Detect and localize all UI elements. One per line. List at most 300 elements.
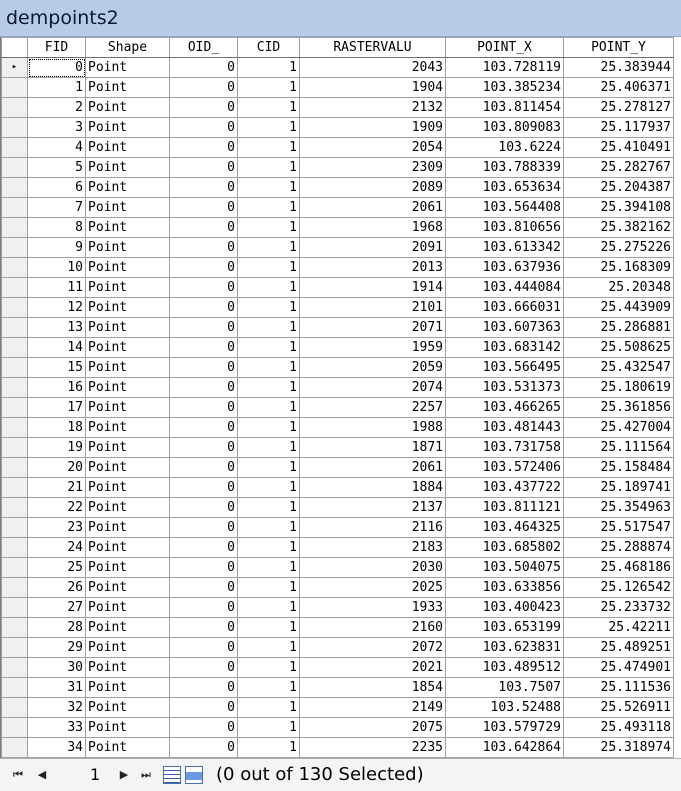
cell-shape[interactable]: Point bbox=[86, 78, 170, 98]
cell-oid[interactable]: 0 bbox=[170, 198, 238, 218]
cell-fid[interactable]: 34 bbox=[28, 738, 86, 758]
cell-cid[interactable]: 1 bbox=[238, 338, 300, 358]
row-selector[interactable] bbox=[2, 258, 28, 278]
cell-oid[interactable]: 0 bbox=[170, 358, 238, 378]
row-selector[interactable] bbox=[2, 398, 28, 418]
column-header-fid[interactable]: FID bbox=[28, 38, 86, 58]
table-row[interactable] bbox=[2, 118, 674, 138]
column-header-point-y[interactable]: POINT_Y bbox=[564, 38, 674, 58]
cell-fid[interactable]: 12 bbox=[28, 298, 86, 318]
cell-cid[interactable]: 1 bbox=[238, 58, 300, 78]
cell-fid[interactable]: 8 bbox=[28, 218, 86, 238]
cell-point-x[interactable]: 103.400423 bbox=[446, 598, 564, 618]
table-row[interactable] bbox=[2, 198, 674, 218]
table-row[interactable] bbox=[2, 718, 674, 738]
cell-shape[interactable]: Point bbox=[86, 618, 170, 638]
row-selector[interactable] bbox=[2, 158, 28, 178]
table-row[interactable] bbox=[2, 218, 674, 238]
cell-fid[interactable]: 16 bbox=[28, 378, 86, 398]
cell-shape[interactable]: Point bbox=[86, 138, 170, 158]
cell-oid[interactable]: 0 bbox=[170, 458, 238, 478]
cell-point-x[interactable]: 103.613342 bbox=[446, 238, 564, 258]
column-header-rastervalu[interactable]: RASTERVALU bbox=[300, 38, 446, 58]
row-selector[interactable] bbox=[2, 518, 28, 538]
cell-oid[interactable]: 0 bbox=[170, 318, 238, 338]
cell-point-y[interactable]: 25.288874 bbox=[564, 538, 674, 558]
table-row[interactable] bbox=[2, 738, 674, 758]
cell-cid[interactable]: 1 bbox=[238, 318, 300, 338]
cell-shape[interactable]: Point bbox=[86, 278, 170, 298]
cell-cid[interactable]: 1 bbox=[238, 578, 300, 598]
cell-shape[interactable]: Point bbox=[86, 378, 170, 398]
cell-cid[interactable]: 1 bbox=[238, 718, 300, 738]
cell-rastervalu[interactable]: 1968 bbox=[300, 218, 446, 238]
cell-point-y[interactable]: 25.158484 bbox=[564, 458, 674, 478]
cell-point-y[interactable]: 25.382162 bbox=[564, 218, 674, 238]
cell-fid[interactable]: 24 bbox=[28, 538, 86, 558]
cell-oid[interactable]: 0 bbox=[170, 558, 238, 578]
cell-point-x[interactable]: 103.607363 bbox=[446, 318, 564, 338]
cell-point-y[interactable]: 25.111564 bbox=[564, 438, 674, 458]
table-row[interactable] bbox=[2, 578, 674, 598]
cell-point-x[interactable]: 103.489512 bbox=[446, 658, 564, 678]
cell-oid[interactable]: 0 bbox=[170, 118, 238, 138]
cell-point-x[interactable]: 103.623831 bbox=[446, 638, 564, 658]
cell-shape[interactable]: Point bbox=[86, 558, 170, 578]
cell-point-x[interactable]: 103.683142 bbox=[446, 338, 564, 358]
cell-point-y[interactable]: 25.443909 bbox=[564, 298, 674, 318]
row-selector[interactable] bbox=[2, 98, 28, 118]
cell-oid[interactable]: 0 bbox=[170, 218, 238, 238]
table-row[interactable] bbox=[2, 458, 674, 478]
cell-shape[interactable]: Point bbox=[86, 118, 170, 138]
cell-point-y[interactable]: 25.20348 bbox=[564, 278, 674, 298]
cell-rastervalu[interactable]: 2089 bbox=[300, 178, 446, 198]
cell-oid[interactable]: 0 bbox=[170, 538, 238, 558]
cell-oid[interactable]: 0 bbox=[170, 478, 238, 498]
table-row[interactable] bbox=[2, 698, 674, 718]
table-row[interactable] bbox=[2, 618, 674, 638]
cell-oid[interactable]: 0 bbox=[170, 398, 238, 418]
cell-point-y[interactable]: 25.117937 bbox=[564, 118, 674, 138]
table-row[interactable] bbox=[2, 658, 674, 678]
column-header-point-x[interactable]: POINT_X bbox=[446, 38, 564, 58]
table-row[interactable] bbox=[2, 258, 674, 278]
cell-point-x[interactable]: 103.566495 bbox=[446, 358, 564, 378]
cell-point-x[interactable]: 103.7507 bbox=[446, 678, 564, 698]
cell-cid[interactable]: 1 bbox=[238, 618, 300, 638]
cell-oid[interactable]: 0 bbox=[170, 638, 238, 658]
cell-cid[interactable]: 1 bbox=[238, 638, 300, 658]
cell-point-y[interactable]: 25.233732 bbox=[564, 598, 674, 618]
row-selector[interactable] bbox=[2, 218, 28, 238]
cell-cid[interactable]: 1 bbox=[238, 678, 300, 698]
cell-shape[interactable]: Point bbox=[86, 518, 170, 538]
cell-cid[interactable]: 1 bbox=[238, 158, 300, 178]
row-selector[interactable] bbox=[2, 658, 28, 678]
cell-rastervalu[interactable]: 2132 bbox=[300, 98, 446, 118]
cell-cid[interactable]: 1 bbox=[238, 418, 300, 438]
table-row[interactable] bbox=[2, 378, 674, 398]
cell-fid[interactable]: 9 bbox=[28, 238, 86, 258]
cell-rastervalu[interactable]: 2149 bbox=[300, 698, 446, 718]
row-selector[interactable] bbox=[2, 278, 28, 298]
row-selector[interactable] bbox=[2, 478, 28, 498]
row-selector[interactable] bbox=[2, 598, 28, 618]
cell-shape[interactable]: Point bbox=[86, 178, 170, 198]
cell-fid[interactable]: 6 bbox=[28, 178, 86, 198]
cell-shape[interactable]: Point bbox=[86, 398, 170, 418]
cell-point-y[interactable]: 25.189741 bbox=[564, 478, 674, 498]
next-record-icon[interactable]: ▶ bbox=[119, 768, 129, 781]
cell-point-x[interactable]: 103.666031 bbox=[446, 298, 564, 318]
cell-oid[interactable]: 0 bbox=[170, 258, 238, 278]
row-selector[interactable] bbox=[2, 238, 28, 258]
cell-fid[interactable]: 31 bbox=[28, 678, 86, 698]
cell-oid[interactable]: 0 bbox=[170, 498, 238, 518]
cell-point-y[interactable]: 25.318974 bbox=[564, 738, 674, 758]
cell-rastervalu[interactable]: 1988 bbox=[300, 418, 446, 438]
table-row[interactable] bbox=[2, 298, 674, 318]
column-header-shape[interactable]: Shape bbox=[86, 38, 170, 58]
row-selector[interactable] bbox=[2, 318, 28, 338]
select-all-header[interactable] bbox=[2, 38, 28, 58]
table-row[interactable] bbox=[2, 98, 674, 118]
cell-point-y[interactable]: 25.282767 bbox=[564, 158, 674, 178]
row-selector[interactable] bbox=[2, 138, 28, 158]
cell-point-x[interactable]: 103.653634 bbox=[446, 178, 564, 198]
cell-rastervalu[interactable]: 2025 bbox=[300, 578, 446, 598]
cell-point-x[interactable]: 103.385234 bbox=[446, 78, 564, 98]
cell-rastervalu[interactable]: 2021 bbox=[300, 658, 446, 678]
cell-cid[interactable]: 1 bbox=[238, 358, 300, 378]
cell-fid[interactable]: 20 bbox=[28, 458, 86, 478]
cell-oid[interactable]: 0 bbox=[170, 438, 238, 458]
cell-shape[interactable]: Point bbox=[86, 638, 170, 658]
column-header-cid[interactable]: CID bbox=[238, 38, 300, 58]
cell-point-x[interactable]: 103.564408 bbox=[446, 198, 564, 218]
cell-shape[interactable]: Point bbox=[86, 358, 170, 378]
cell-fid[interactable]: 1 bbox=[28, 78, 86, 98]
cell-oid[interactable]: 0 bbox=[170, 178, 238, 198]
row-selector[interactable]: ▸ bbox=[2, 58, 28, 78]
table-row[interactable] bbox=[2, 598, 674, 618]
cell-cid[interactable]: 1 bbox=[238, 398, 300, 418]
table-row[interactable] bbox=[2, 158, 674, 178]
last-record-icon[interactable]: ⏭ bbox=[141, 768, 151, 781]
cell-rastervalu[interactable]: 2116 bbox=[300, 518, 446, 538]
cell-point-y[interactable]: 25.111536 bbox=[564, 678, 674, 698]
cell-point-x[interactable]: 103.685802 bbox=[446, 538, 564, 558]
table-row[interactable] bbox=[2, 478, 674, 498]
row-selector[interactable] bbox=[2, 638, 28, 658]
cell-rastervalu[interactable]: 1909 bbox=[300, 118, 446, 138]
cell-rastervalu[interactable]: 2309 bbox=[300, 158, 446, 178]
row-selector[interactable] bbox=[2, 118, 28, 138]
cell-oid[interactable]: 0 bbox=[170, 78, 238, 98]
cell-cid[interactable]: 1 bbox=[238, 118, 300, 138]
cell-point-y[interactable]: 25.410491 bbox=[564, 138, 674, 158]
cell-rastervalu[interactable]: 2013 bbox=[300, 258, 446, 278]
cell-rastervalu[interactable]: 1933 bbox=[300, 598, 446, 618]
cell-fid[interactable]: 14 bbox=[28, 338, 86, 358]
cell-point-y[interactable]: 25.168309 bbox=[564, 258, 674, 278]
row-selector[interactable] bbox=[2, 738, 28, 758]
table-row[interactable] bbox=[2, 418, 674, 438]
cell-point-x[interactable]: 103.728119 bbox=[446, 58, 564, 78]
cell-point-y[interactable]: 25.508625 bbox=[564, 338, 674, 358]
cell-oid[interactable]: 0 bbox=[170, 738, 238, 758]
cell-cid[interactable]: 1 bbox=[238, 258, 300, 278]
cell-cid[interactable]: 1 bbox=[238, 218, 300, 238]
row-selector[interactable] bbox=[2, 198, 28, 218]
cell-rastervalu[interactable]: 2030 bbox=[300, 558, 446, 578]
cell-shape[interactable]: Point bbox=[86, 718, 170, 738]
table-row[interactable] bbox=[2, 278, 674, 298]
table-row[interactable] bbox=[2, 498, 674, 518]
cell-point-x[interactable]: 103.579729 bbox=[446, 718, 564, 738]
cell-oid[interactable]: 0 bbox=[170, 238, 238, 258]
cell-rastervalu[interactable]: 1904 bbox=[300, 78, 446, 98]
row-selector[interactable] bbox=[2, 678, 28, 698]
cell-fid[interactable]: 4 bbox=[28, 138, 86, 158]
cell-shape[interactable]: Point bbox=[86, 338, 170, 358]
cell-rastervalu[interactable]: 2091 bbox=[300, 238, 446, 258]
cell-shape[interactable]: Point bbox=[86, 498, 170, 518]
cell-oid[interactable]: 0 bbox=[170, 138, 238, 158]
row-selector[interactable] bbox=[2, 378, 28, 398]
table-row[interactable] bbox=[2, 538, 674, 558]
table-row[interactable] bbox=[2, 638, 674, 658]
page-number[interactable]: 1 bbox=[90, 765, 101, 784]
cell-shape[interactable]: Point bbox=[86, 458, 170, 478]
cell-rastervalu[interactable]: 2235 bbox=[300, 738, 446, 758]
cell-cid[interactable]: 1 bbox=[238, 558, 300, 578]
cell-point-x[interactable]: 103.809083 bbox=[446, 118, 564, 138]
cell-fid[interactable]: 32 bbox=[28, 698, 86, 718]
cell-rastervalu[interactable]: 2061 bbox=[300, 458, 446, 478]
cell-rastervalu[interactable]: 1854 bbox=[300, 678, 446, 698]
cell-shape[interactable]: Point bbox=[86, 318, 170, 338]
cell-point-x[interactable]: 103.52488 bbox=[446, 698, 564, 718]
show-selected-records-icon[interactable] bbox=[185, 766, 203, 784]
cell-shape[interactable]: Point bbox=[86, 738, 170, 758]
cell-point-y[interactable]: 25.427004 bbox=[564, 418, 674, 438]
cell-rastervalu[interactable]: 2137 bbox=[300, 498, 446, 518]
cell-oid[interactable]: 0 bbox=[170, 278, 238, 298]
cell-point-x[interactable]: 103.633856 bbox=[446, 578, 564, 598]
cell-fid[interactable]: 26 bbox=[28, 578, 86, 598]
cell-point-y[interactable]: 25.468186 bbox=[564, 558, 674, 578]
cell-cid[interactable]: 1 bbox=[238, 458, 300, 478]
cell-rastervalu[interactable]: 1884 bbox=[300, 478, 446, 498]
cell-shape[interactable]: Point bbox=[86, 538, 170, 558]
cell-oid[interactable]: 0 bbox=[170, 598, 238, 618]
cell-fid[interactable]: 23 bbox=[28, 518, 86, 538]
cell-fid[interactable]: 30 bbox=[28, 658, 86, 678]
cell-fid[interactable]: 18 bbox=[28, 418, 86, 438]
cell-oid[interactable]: 0 bbox=[170, 158, 238, 178]
table-row[interactable] bbox=[2, 318, 674, 338]
cell-point-y[interactable]: 25.406371 bbox=[564, 78, 674, 98]
cell-oid[interactable]: 0 bbox=[170, 618, 238, 638]
cell-oid[interactable]: 0 bbox=[170, 718, 238, 738]
row-selector[interactable] bbox=[2, 358, 28, 378]
cell-shape[interactable]: Point bbox=[86, 98, 170, 118]
row-selector[interactable] bbox=[2, 698, 28, 718]
cell-shape[interactable]: Point bbox=[86, 198, 170, 218]
cell-point-x[interactable]: 103.481443 bbox=[446, 418, 564, 438]
cell-cid[interactable]: 1 bbox=[238, 698, 300, 718]
table-row[interactable] bbox=[2, 358, 674, 378]
row-selector[interactable] bbox=[2, 418, 28, 438]
cell-fid[interactable]: 21 bbox=[28, 478, 86, 498]
table-row[interactable] bbox=[2, 518, 674, 538]
cell-cid[interactable]: 1 bbox=[238, 238, 300, 258]
cell-cid[interactable]: 1 bbox=[238, 138, 300, 158]
cell-point-y[interactable]: 25.126542 bbox=[564, 578, 674, 598]
cell-rastervalu[interactable]: 2072 bbox=[300, 638, 446, 658]
cell-shape[interactable]: Point bbox=[86, 218, 170, 238]
cell-oid[interactable]: 0 bbox=[170, 58, 238, 78]
cell-point-x[interactable]: 103.572406 bbox=[446, 458, 564, 478]
show-all-records-icon[interactable] bbox=[163, 766, 181, 784]
row-selector[interactable] bbox=[2, 558, 28, 578]
cell-cid[interactable]: 1 bbox=[238, 518, 300, 538]
cell-point-y[interactable]: 25.42211 bbox=[564, 618, 674, 638]
cell-point-x[interactable]: 103.437722 bbox=[446, 478, 564, 498]
column-header-oid[interactable]: OID_ bbox=[170, 38, 238, 58]
cell-point-y[interactable]: 25.361856 bbox=[564, 398, 674, 418]
cell-rastervalu[interactable]: 2071 bbox=[300, 318, 446, 338]
cell-shape[interactable]: Point bbox=[86, 578, 170, 598]
cell-rastervalu[interactable]: 2059 bbox=[300, 358, 446, 378]
cell-fid[interactable]: 0 bbox=[28, 58, 86, 78]
cell-shape[interactable]: Point bbox=[86, 258, 170, 278]
row-selector[interactable] bbox=[2, 178, 28, 198]
cell-shape[interactable]: Point bbox=[86, 438, 170, 458]
row-selector[interactable] bbox=[2, 338, 28, 358]
cell-point-x[interactable]: 103.788339 bbox=[446, 158, 564, 178]
cell-point-x[interactable]: 103.731758 bbox=[446, 438, 564, 458]
cell-point-x[interactable]: 103.6224 bbox=[446, 138, 564, 158]
cell-cid[interactable]: 1 bbox=[238, 78, 300, 98]
cell-point-y[interactable]: 25.383944 bbox=[564, 58, 674, 78]
cell-point-x[interactable]: 103.637936 bbox=[446, 258, 564, 278]
cell-shape[interactable]: Point bbox=[86, 158, 170, 178]
cell-point-x[interactable]: 103.811121 bbox=[446, 498, 564, 518]
cell-point-y[interactable]: 25.286881 bbox=[564, 318, 674, 338]
cell-oid[interactable]: 0 bbox=[170, 658, 238, 678]
row-selector[interactable] bbox=[2, 438, 28, 458]
cell-fid[interactable]: 2 bbox=[28, 98, 86, 118]
cell-cid[interactable]: 1 bbox=[238, 438, 300, 458]
cell-cid[interactable]: 1 bbox=[238, 498, 300, 518]
cell-fid[interactable]: 27 bbox=[28, 598, 86, 618]
cell-fid[interactable]: 5 bbox=[28, 158, 86, 178]
cell-fid[interactable]: 15 bbox=[28, 358, 86, 378]
cell-point-y[interactable]: 25.526911 bbox=[564, 698, 674, 718]
table-row[interactable] bbox=[2, 138, 674, 158]
cell-oid[interactable]: 0 bbox=[170, 678, 238, 698]
cell-oid[interactable]: 0 bbox=[170, 378, 238, 398]
cell-oid[interactable]: 0 bbox=[170, 298, 238, 318]
row-selector[interactable] bbox=[2, 578, 28, 598]
cell-cid[interactable]: 1 bbox=[238, 298, 300, 318]
cell-fid[interactable]: 22 bbox=[28, 498, 86, 518]
cell-fid[interactable]: 33 bbox=[28, 718, 86, 738]
cell-point-y[interactable]: 25.278127 bbox=[564, 98, 674, 118]
cell-point-x[interactable]: 103.504075 bbox=[446, 558, 564, 578]
table-row[interactable] bbox=[2, 438, 674, 458]
cell-rastervalu[interactable]: 2061 bbox=[300, 198, 446, 218]
cell-point-y[interactable]: 25.204387 bbox=[564, 178, 674, 198]
cell-oid[interactable]: 0 bbox=[170, 98, 238, 118]
row-selector[interactable] bbox=[2, 458, 28, 478]
cell-oid[interactable]: 0 bbox=[170, 698, 238, 718]
row-selector[interactable] bbox=[2, 538, 28, 558]
cell-rastervalu[interactable]: 2054 bbox=[300, 138, 446, 158]
cell-point-x[interactable]: 103.810656 bbox=[446, 218, 564, 238]
cell-rastervalu[interactable]: 1914 bbox=[300, 278, 446, 298]
cell-oid[interactable]: 0 bbox=[170, 518, 238, 538]
table-row[interactable] bbox=[2, 398, 674, 418]
cell-point-x[interactable]: 103.531373 bbox=[446, 378, 564, 398]
cell-point-y[interactable]: 25.432547 bbox=[564, 358, 674, 378]
table-row[interactable] bbox=[2, 338, 674, 358]
cell-cid[interactable]: 1 bbox=[238, 738, 300, 758]
cell-cid[interactable]: 1 bbox=[238, 98, 300, 118]
cell-cid[interactable]: 1 bbox=[238, 198, 300, 218]
table-row[interactable] bbox=[2, 178, 674, 198]
cell-cid[interactable]: 1 bbox=[238, 278, 300, 298]
table-row[interactable] bbox=[2, 58, 674, 78]
cell-rastervalu[interactable]: 2074 bbox=[300, 378, 446, 398]
cell-point-y[interactable]: 25.275226 bbox=[564, 238, 674, 258]
cell-shape[interactable]: Point bbox=[86, 658, 170, 678]
cell-rastervalu[interactable]: 2075 bbox=[300, 718, 446, 738]
cell-fid[interactable]: 25 bbox=[28, 558, 86, 578]
cell-cid[interactable]: 1 bbox=[238, 598, 300, 618]
cell-fid[interactable]: 7 bbox=[28, 198, 86, 218]
cell-cid[interactable]: 1 bbox=[238, 378, 300, 398]
table-row[interactable] bbox=[2, 558, 674, 578]
cell-fid[interactable]: 19 bbox=[28, 438, 86, 458]
cell-cid[interactable]: 1 bbox=[238, 538, 300, 558]
cell-point-y[interactable]: 25.493118 bbox=[564, 718, 674, 738]
cell-rastervalu[interactable]: 2257 bbox=[300, 398, 446, 418]
cell-point-y[interactable]: 25.180619 bbox=[564, 378, 674, 398]
cell-cid[interactable]: 1 bbox=[238, 478, 300, 498]
cell-rastervalu[interactable]: 2101 bbox=[300, 298, 446, 318]
cell-shape[interactable]: Point bbox=[86, 238, 170, 258]
row-selector[interactable] bbox=[2, 718, 28, 738]
cell-shape[interactable]: Point bbox=[86, 58, 170, 78]
cell-point-x[interactable]: 103.464325 bbox=[446, 518, 564, 538]
cell-shape[interactable]: Point bbox=[86, 298, 170, 318]
cell-fid[interactable]: 11 bbox=[28, 278, 86, 298]
cell-shape[interactable]: Point bbox=[86, 678, 170, 698]
cell-point-y[interactable]: 25.489251 bbox=[564, 638, 674, 658]
cell-shape[interactable]: Point bbox=[86, 698, 170, 718]
previous-record-icon[interactable]: ◀ bbox=[37, 768, 47, 781]
cell-point-y[interactable]: 25.394108 bbox=[564, 198, 674, 218]
cell-cid[interactable]: 1 bbox=[238, 658, 300, 678]
row-selector[interactable] bbox=[2, 78, 28, 98]
cell-fid[interactable]: 29 bbox=[28, 638, 86, 658]
table-row[interactable] bbox=[2, 678, 674, 698]
cell-fid[interactable]: 3 bbox=[28, 118, 86, 138]
